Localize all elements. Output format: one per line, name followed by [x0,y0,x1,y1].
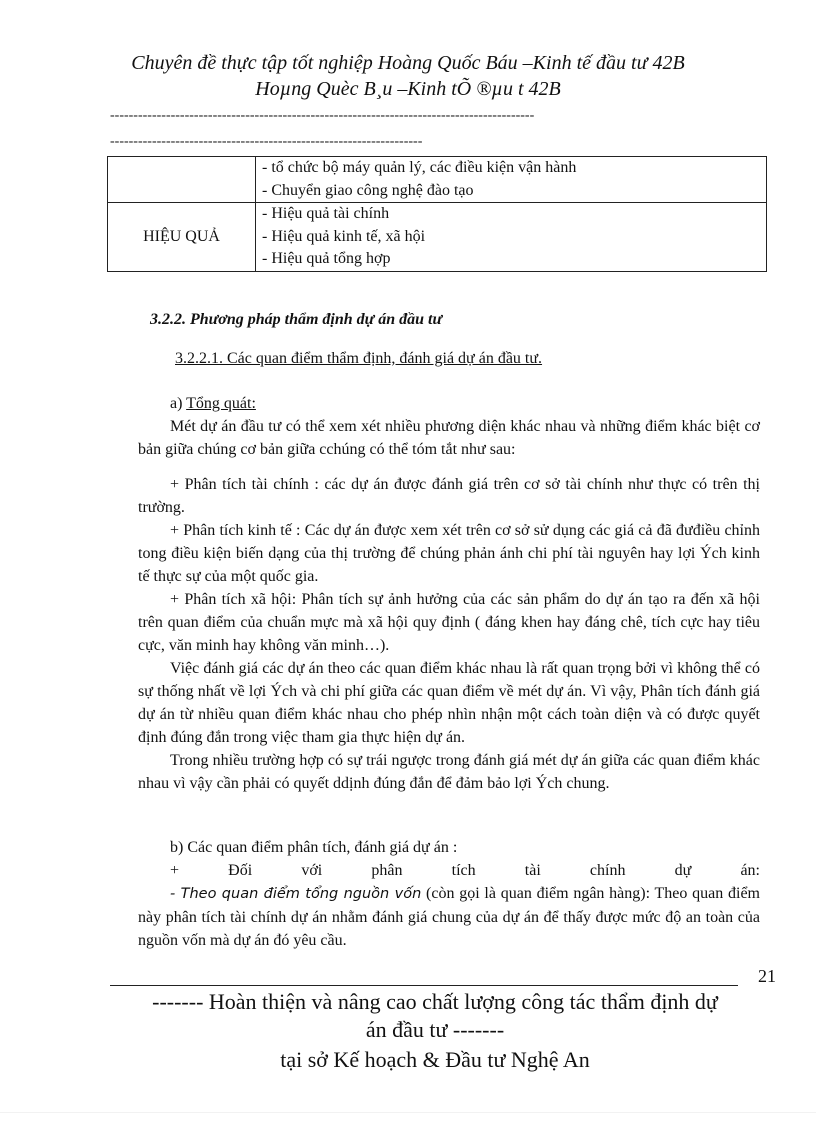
paragraph: + Đối với phân tích tài chính dự án: [170,862,760,879]
part-b-heading: b) Các quan điểm phân tích, đánh giá dự án : [170,839,458,856]
header-divider-short: ------------------------------------------------------------------- [110,134,423,149]
running-header-garbled: Hoµng Quèc B¸u –Kinh tÕ ®µu t 42B [255,78,561,100]
paragraph: + Phân tích kinh tế : Các dự án được xem xét trên cơ sở sử dụng các giá cả đã đưđiều chỉnh tong điều kiện biến dạng của thị trường để chúng phản ánh chi phí tài nguyên hay lợi Ých kinh tế thực sự của một quốc gia. [138,522,760,585]
list-item: - Hiệu quả kinh tế, xã hội [262,227,426,245]
body-part-a [138,392,760,795]
criteria-table [107,156,767,272]
table-row [108,203,767,272]
list-item: - Hiệu quả tổng hợp [262,250,391,267]
paragraph: Mét dự án đầu tư có thể xem xét nhiều phương diện khác nhau và những điểm khác biệt cơ bản giữa chúng cơ bản giữa cchúng có thể tóm tắt như sau: [138,418,760,458]
part-a-heading: a) Tổng quát: [170,395,256,412]
table-cell-items [256,157,767,203]
list-item: - Chuyển giao công nghệ đào tạo [262,181,474,199]
page-number: 21 [758,966,776,986]
table-cell-label: HIỆU QUẢ [108,203,256,272]
table-cell-items [256,203,767,272]
running-header: Chuyên đề thực tập tốt nghiệp Hoàng Quốc Báu –Kinh tế đầu tư 42B [131,52,685,74]
footer-line: tại sở Kế hoạch & Đầu tư Nghệ An [280,1047,590,1072]
list-item: - Hiệu quả tài chính [262,205,390,222]
table-row [108,157,767,203]
footer-line: án đầu tư ------- [365,1017,505,1042]
page-edge [0,1112,816,1113]
list-item: - tổ chức bộ máy quản lý, các điều kiện vận hành [262,159,577,176]
paragraph: Việc đánh giá các dự án theo các quan điểm khác nhau là rất quan trọng bởi vì không thể có sự thống nhất về lợi Ých và chi phí giữa các quan điểm về mét dự án. Vì vậy, Phân tích đánh giá dự án từ nhiều quan điểm khác nhau cho phép nhìn nhận một cách toàn diện và có được quyết định đúng đắn trong việc tham gia thực hiện dự án. [138,660,760,746]
header-divider: ------------------------------------------------------------------------------------------- [110,108,535,123]
footer-line: ------- Hoàn thiện và nâng cao chất lượng công tác thẩm định dự [152,989,718,1014]
body-part-b [138,836,760,952]
table-cell-label [108,157,256,203]
italic-lead: - Theo quan điểm tổng nguồn vốn [170,886,422,902]
paragraph: Trong nhiều trường hợp có sự trái ngược trong đánh giá mét dự án giữa các quan điểm khác nhau vì vậy cần phải có quyết ddịnh đúng đắn để đảm bảo lợi Ých chung. [138,752,760,792]
subsection-title: 3.2.2.1. Các quan điểm thẩm định, đánh giá dự án đầu tư. [175,350,543,367]
footer-rule [110,985,738,986]
section-title: 3.2.2. Phương pháp thẩm định dự án đầu tư [150,311,443,328]
paragraph: + Phân tích xã hội: Phân tích sự ảnh hưởng của các sản phẩm do dự án tạo ra đến xã hội trên quan điểm của chuẩn mực mà xã hội quy định ( đáng khen hay đáng chê, tích cực hay tiêu cực, văn minh hay không văn minh…). [138,591,760,654]
paragraph: - Theo quan điểm tổng nguồn vốn (còn gọi là quan điểm ngân hàng): Theo quan điểm này phân tích tài chính dự án nhằm đánh giá chung của dự án để thấy được mức độ an toàn của nguồn vốn mà dự án đó yêu cầu. [138,885,761,949]
paragraph: + Phân tích tài chính : các dự án được đánh giá trên cơ sở tài chính như thực có trên thị trường. [138,476,760,516]
part-a-heading-text: Tổng quát: [186,395,256,412]
